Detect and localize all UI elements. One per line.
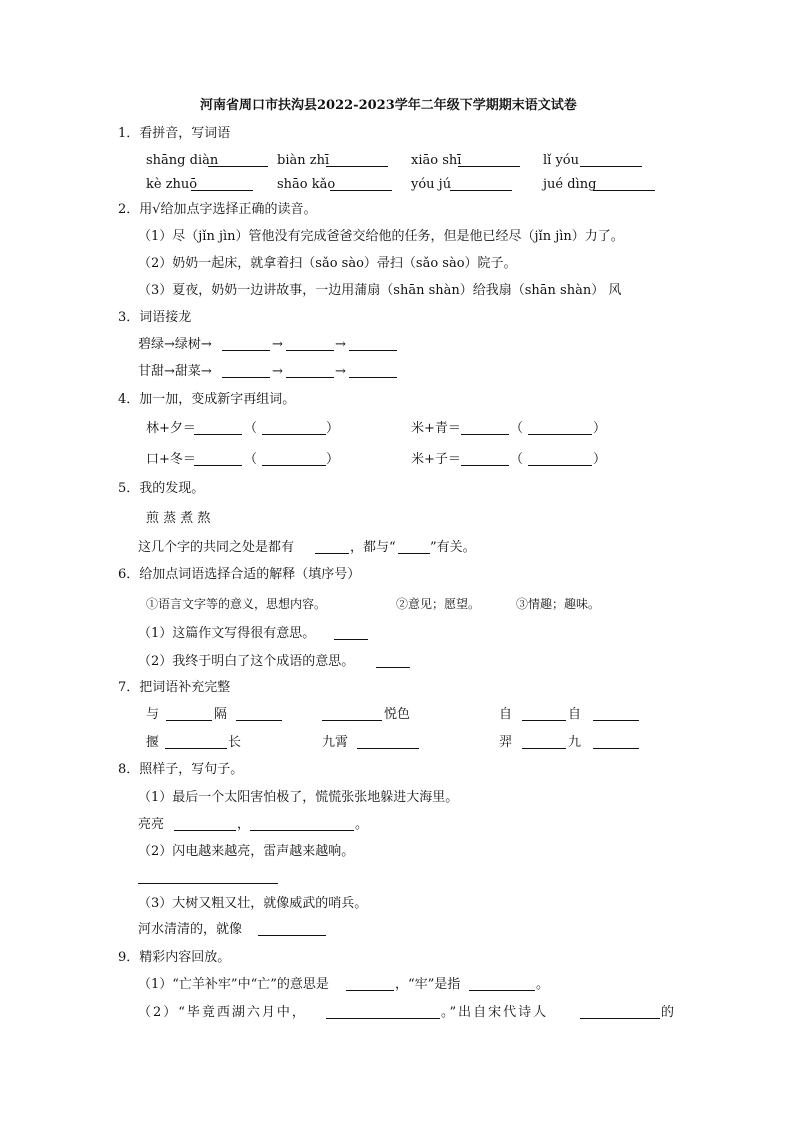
q5-chars: 煎 蒸 煮 熬: [146, 511, 211, 526]
q2-line-3: （3）夏夜，奶奶一边讲故事，一边用蒲扇（shān shàn）给我扇（shān shàn） 风: [138, 283, 622, 298]
q7-blank[interactable]: [166, 720, 212, 721]
q7-blank[interactable]: [322, 720, 382, 721]
q1-answer-blank[interactable]: [580, 166, 642, 167]
q7-char: 自: [568, 707, 582, 722]
q3-blank[interactable]: [286, 377, 334, 378]
q5-heading: 5．我的发现。: [118, 481, 205, 496]
q4-paren-open: （: [244, 452, 258, 467]
q9-line-1-c: 。: [536, 977, 550, 992]
q4-blank[interactable]: [461, 465, 509, 466]
q1-pinyin-4: lǐ yóu: [543, 153, 579, 168]
q1-pinyin-6: shāo kǎo: [277, 177, 336, 192]
q3-blank[interactable]: [222, 377, 270, 378]
q9-blank[interactable]: [580, 1018, 660, 1019]
q7-char: 与: [146, 707, 160, 722]
q4-item-b: 米+青＝: [411, 421, 461, 436]
q7-char: 羿: [499, 735, 513, 750]
q8-blank[interactable]: [138, 883, 278, 884]
q7-blank[interactable]: [522, 748, 566, 749]
q4-item-c: 口+冬＝: [146, 452, 196, 467]
page-title: 河南省周口市扶沟县2022-2023学年二年级下学期期末语文试卷: [200, 98, 577, 113]
q1-pinyin-7: yóu jú: [411, 177, 452, 192]
q7-char: 长: [228, 735, 242, 750]
q9-blank[interactable]: [469, 990, 535, 991]
q5-blank[interactable]: [315, 553, 349, 554]
q7-heading: 7．把词语补充完整: [118, 680, 231, 695]
q1-answer-blank[interactable]: [191, 190, 253, 191]
q7-char: 九: [568, 735, 582, 750]
q4-blank[interactable]: [262, 434, 326, 435]
q7-char: 揠: [146, 735, 160, 750]
q2-line-2: （2）奶奶一起床，就拿着扫（sǎo sào）帚扫（sǎo sào）院子。: [138, 256, 517, 271]
q7-blank[interactable]: [522, 720, 566, 721]
q4-paren-close: ）: [593, 452, 607, 467]
q3-blank[interactable]: [286, 350, 334, 351]
q1-answer-blank[interactable]: [208, 166, 268, 167]
q1-heading: 1．看拼音，写词语: [118, 126, 231, 141]
q4-paren-close: ）: [593, 421, 607, 436]
q4-blank[interactable]: [528, 465, 592, 466]
q1-pinyin-2: biàn zhī: [277, 153, 330, 168]
q6-heading: 6．给加点词语选择合适的解释（填序号）: [118, 567, 361, 582]
q9-blank[interactable]: [346, 990, 394, 991]
q1-pinyin-3: xiāo shī: [411, 153, 462, 168]
q8-blank[interactable]: [258, 935, 326, 936]
q7-blank[interactable]: [593, 748, 639, 749]
q7-blank[interactable]: [593, 720, 639, 721]
q4-blank[interactable]: [262, 465, 326, 466]
q8-sentence-3: （3）大树又粗又壮，就像威武的哨兵。: [138, 896, 368, 911]
q4-paren-open: （: [510, 452, 524, 467]
q8-heading: 8．照样子，写句子。: [118, 762, 244, 777]
q1-pinyin-5: kè zhuō: [146, 177, 198, 192]
q4-paren-open: （: [510, 421, 524, 436]
q7-blank[interactable]: [165, 748, 227, 749]
q8-s1-start: 亮亮: [138, 817, 165, 832]
q4-blank[interactable]: [528, 434, 592, 435]
q3-blank[interactable]: [349, 377, 397, 378]
q4-paren-close: ）: [326, 421, 340, 436]
q9-line-1-b: ，“牢”是指: [395, 977, 461, 992]
q7-char: 自: [499, 707, 513, 722]
q4-blank[interactable]: [194, 465, 242, 466]
q1-answer-blank[interactable]: [458, 166, 520, 167]
q9-blank[interactable]: [326, 1018, 440, 1019]
q6-option-3: ③情趣；趣味。: [516, 597, 601, 611]
q7-char: 隔: [214, 707, 228, 722]
q2-line-1: （1）尽（jǐn jìn）管他没有完成爸爸交给他的任务，但是他已经尽（jǐn jìn）力了。: [138, 229, 624, 244]
q3-arrow: →: [335, 337, 346, 352]
q3-blank[interactable]: [349, 350, 397, 351]
q3-line-2: 甘甜→甜菜→: [138, 364, 212, 379]
q8-s3-start: 河水清清的，就像: [138, 922, 243, 937]
q3-heading: 3．词语接龙: [118, 310, 192, 325]
q9-line-2-a: （2）“毕竟西湖六月中，: [138, 1005, 307, 1020]
q1-pinyin-1: shāng diàn: [146, 153, 219, 168]
q3-line-1: 碧绿→绿树→: [138, 337, 212, 352]
q4-paren-close: ）: [326, 452, 340, 467]
q7-char: 九霄: [322, 735, 349, 750]
q9-line-1-a: （1）“亡羊补牢”中“亡”的意思是: [138, 977, 329, 992]
q2-heading: 2．用√给加点字选择正确的读音。: [118, 202, 317, 217]
q5-line-part-1: 这几个字的共同之处是都有: [138, 540, 295, 555]
q4-blank[interactable]: [461, 434, 509, 435]
q6-option-2: ②意见；愿望。: [396, 597, 481, 611]
q8-sentence-2: （2）闪电越来越亮，雷声越来越响。: [138, 844, 355, 859]
q3-arrow: →: [272, 364, 283, 379]
q3-blank[interactable]: [222, 350, 270, 351]
q6-blank[interactable]: [376, 667, 410, 668]
q3-arrow: →: [335, 364, 346, 379]
q5-line-part-3: ”有关。: [430, 540, 476, 555]
q9-heading: 9．精彩内容回放。: [118, 950, 231, 965]
q6-option-1: ①语言文字等的意义，思想内容。: [146, 597, 327, 611]
q3-arrow: →: [272, 337, 283, 352]
q6-line-1: （1）这篇作文写得很有意思。: [138, 626, 316, 641]
q1-answer-blank[interactable]: [450, 190, 512, 191]
q7-blank[interactable]: [236, 720, 282, 721]
q5-blank[interactable]: [398, 553, 430, 554]
q8-sentence-1: （1）最后一个太阳害怕极了，慌慌张张地躲进大海里。: [138, 790, 459, 805]
q1-answer-blank[interactable]: [330, 190, 392, 191]
q6-blank[interactable]: [334, 639, 368, 640]
q4-item-d: 米+子＝: [411, 452, 461, 467]
q8-period: 。: [355, 817, 369, 832]
q4-item-a: 林+夕＝: [146, 421, 196, 436]
q5-line-part-2: ，都与“: [350, 540, 396, 555]
q8-comma: ，: [237, 817, 251, 832]
q8-blank[interactable]: [250, 830, 354, 831]
q9-line-2-b: 。”出自宋代诗人: [441, 1005, 549, 1020]
q4-paren-open: （: [244, 421, 258, 436]
q7-blank[interactable]: [357, 748, 419, 749]
q1-answer-blank[interactable]: [593, 190, 655, 191]
q4-blank[interactable]: [194, 434, 242, 435]
q7-char: 悦色: [384, 707, 411, 722]
q4-heading: 4．加一加，变成新字再组词。: [118, 392, 296, 407]
q9-line-2-c: 的: [661, 1005, 675, 1020]
q6-line-2: （2）我终于明白了这个成语的意思。: [138, 654, 355, 669]
q1-answer-blank[interactable]: [326, 166, 388, 167]
q8-blank[interactable]: [174, 830, 236, 831]
q1-pinyin-8: jué dìng: [543, 177, 597, 192]
